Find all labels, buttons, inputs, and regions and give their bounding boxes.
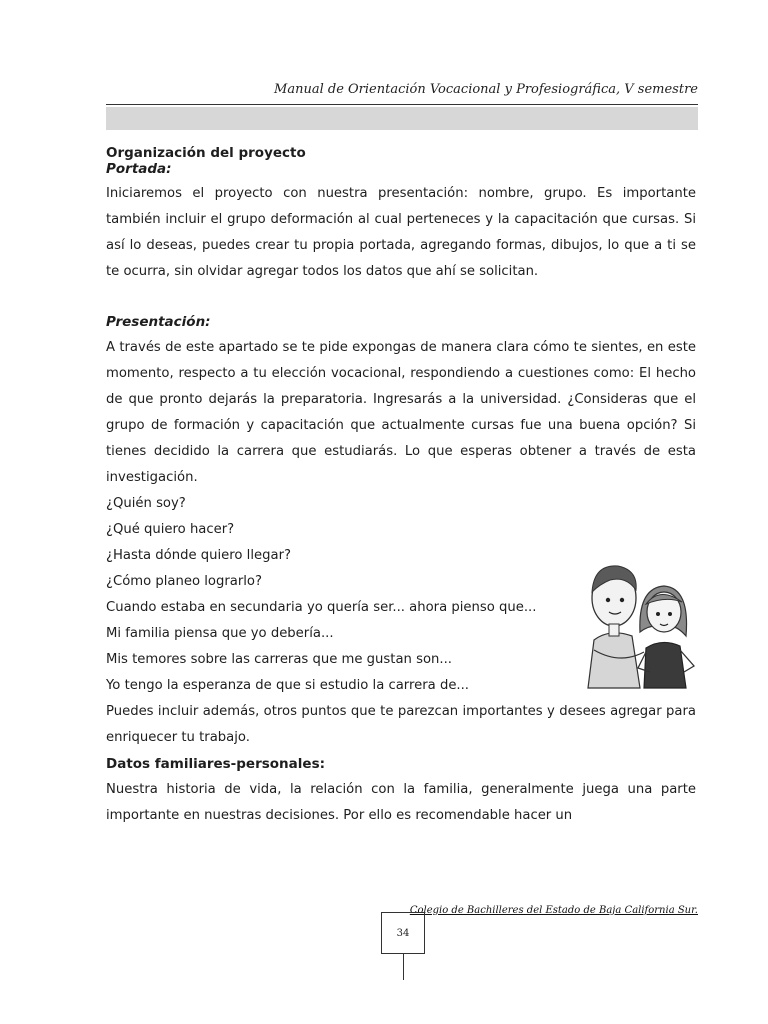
datos-paragraph: Nuestra historia de vida, la relación con la familia, generalmente juega una parte importante en nuestras decisiones. Por ello es recomendable hacer un [106,782,696,823]
header-band [106,107,698,130]
question-line: ¿Hasta dónde quiero llegar? [106,548,291,563]
running-header: Manual de Orientación Vocacional y Profesiográfica, V semestre [274,82,698,97]
datos-heading: Datos familiares-personales: [106,756,325,772]
header-rule [106,104,698,105]
footer-institution: Colegio de Bachilleres del Estado de Baja California Sur. [409,905,698,916]
prompt-line: Cuando estaba en secundaria yo quería ser... ahora pienso que... [106,600,537,615]
page-number-stem [403,954,404,980]
page-number: 34 [396,927,410,939]
presentacion-closing: Puedes incluir además, otros puntos que te parezcan importantes y desees agregar para enriquecer tu trabajo. [106,704,696,745]
prompt-line: Yo tengo la esperanza de que si estudio la carrera de... [106,678,470,693]
question-line: ¿Cómo planeo lograrlo? [106,574,262,589]
prompt-line: Mis temores sobre las carreras que me gustan son... [106,652,452,667]
question-line: ¿Qué quiero hacer? [106,522,235,537]
page-content [106,145,696,829]
section-heading: Organización del proyecto [106,145,306,161]
students-illustration [580,540,700,690]
presentacion-heading: Presentación: [106,314,211,330]
portada-heading: Portada: [106,161,172,177]
page-number-box [381,912,425,954]
prompt-line: Mi familia piensa que yo debería... [106,626,334,641]
question-line: ¿Quién soy? [106,496,186,511]
portada-paragraph: Iniciaremos el proyecto con nuestra presentación: nombre, grupo. Es importante también incluir el grupo deformación al cual perteneces y la capacitación que cursas. Si así lo deseas, puedes crear tu propia portada, agregando formas, dibujos, lo que a ti se te ocurra, sin olvidar agregar todos los datos que ahí se solicitan. [106,186,696,279]
presentacion-paragraph: A través de este apartado se te pide expongas de manera clara cómo te sientes, en este momento, respecto a tu elección vocacional, respondiendo a cuestiones como: El hecho de que pronto dejarás la preparatoria. Ingresarás a la universidad. ¿Consideras que el grupo de formación y capacitación que actualmente cursas fue una buena opción? Si tienes decidido la carrera que estudiarás. Lo que esperas obtener a través de esta investigación. [106,340,696,485]
